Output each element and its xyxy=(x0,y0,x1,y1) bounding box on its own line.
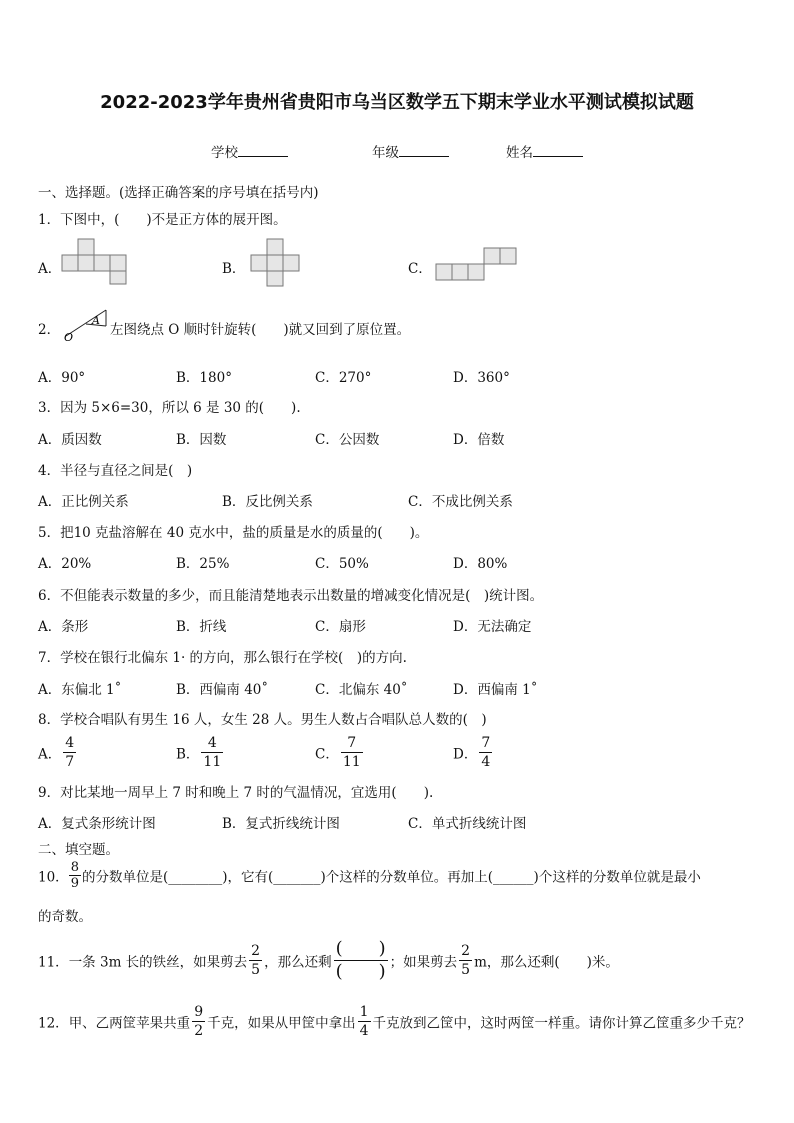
name-blank[interactable] xyxy=(533,142,583,157)
q9-option-a[interactable]: A．复式条形统计图 xyxy=(38,816,156,832)
q8-a-numerator: 4 xyxy=(65,735,75,751)
section-2-heading: 二、填空题。 xyxy=(38,842,119,858)
q8-b-numerator: 4 xyxy=(207,735,217,751)
school-blank[interactable] xyxy=(238,142,288,157)
q1-figure-c xyxy=(436,247,518,281)
q5-option-c[interactable]: C．50% xyxy=(315,556,369,572)
q8-c-denominator: 11 xyxy=(342,754,361,770)
q11-text-1: 一条 3m 长的铁丝，如果剪去 xyxy=(68,954,248,971)
q7-option-b[interactable]: B．西偏南 40˚ xyxy=(176,682,269,698)
q3-option-d[interactable]: D．倍数 xyxy=(453,432,505,448)
q1-option-c-label[interactable]: C． xyxy=(408,261,432,277)
q3-option-a[interactable]: A．质因数 xyxy=(38,432,102,448)
q12-text-2: 千克，如果从甲筐中拿出 xyxy=(207,1015,356,1032)
q8-option-a[interactable] xyxy=(38,734,78,771)
q6-option-a[interactable]: A．条形 xyxy=(38,619,89,635)
q3-option-c[interactable]: C．公因数 xyxy=(315,432,380,448)
q2-figure-label-a: A xyxy=(92,314,100,327)
q12-frac1-numerator: 9 xyxy=(194,1004,204,1020)
q11-frac2-numerator: 2 xyxy=(461,943,471,959)
q10-number: 10． xyxy=(38,869,69,886)
q2-option-d[interactable]: D．360° xyxy=(453,370,510,386)
q10-line1 xyxy=(38,860,701,891)
q8-option-a-label: A． xyxy=(38,746,62,763)
q8-option-d-label: D． xyxy=(453,746,478,763)
grade-field xyxy=(372,141,449,161)
q8-a-denominator: 7 xyxy=(65,754,75,770)
section-1-heading: 一、选择题。(选择正确答案的序号填在括号内) xyxy=(38,185,319,201)
q2-option-c[interactable]: C．270° xyxy=(315,370,372,386)
q8-d-numerator: 7 xyxy=(481,735,491,751)
q12-text-1: 甲、乙两筐苹果共重 xyxy=(68,1015,191,1032)
q2-rotation-figure xyxy=(62,308,110,342)
q4-option-c[interactable]: C．不成比例关系 xyxy=(408,494,513,510)
q9-option-c[interactable]: C．单式折线统计图 xyxy=(408,816,527,832)
q8-c-numerator: 7 xyxy=(347,735,357,751)
q11-text-3: ；如果剪去 xyxy=(389,954,458,971)
q11-text-2: ，那么还剩 xyxy=(264,954,332,971)
q2-number: 2． xyxy=(38,322,61,338)
q10-frac-denominator: 9 xyxy=(70,876,79,891)
q11-text-4: m，那么还剩( )米。 xyxy=(474,954,619,971)
q1-option-a-label[interactable]: A． xyxy=(38,261,62,277)
q7-option-c[interactable]: C．北偏东 40˚ xyxy=(315,682,408,698)
q5-option-b[interactable]: B．25% xyxy=(176,556,230,572)
q4-stem: 4．半径与直径之间是( ) xyxy=(38,463,193,479)
page-title: 2022-2023学年贵州省贵阳市乌当区数学五下期末学业水平测试模拟试题 xyxy=(100,92,694,113)
q2-option-a[interactable]: A．90° xyxy=(38,370,86,386)
school-field xyxy=(211,141,288,161)
q6-option-b[interactable]: B．折线 xyxy=(176,619,227,635)
name-label: 姓名 xyxy=(506,145,533,161)
q7-option-a[interactable]: A．东偏北 1˚ xyxy=(38,682,122,698)
q8-option-c[interactable] xyxy=(315,734,365,771)
school-label: 学校 xyxy=(211,145,238,161)
q12-frac2-denominator: 4 xyxy=(359,1023,369,1039)
q8-d-denominator: 4 xyxy=(481,754,491,770)
q3-option-b[interactable]: B．因数 xyxy=(176,432,227,448)
q12-frac1-denominator: 2 xyxy=(194,1023,204,1039)
q6-stem: 6．不但能表示数量的多少，而且能清楚地表示出数量的增减变化情况是( )统计图。 xyxy=(38,588,544,604)
q5-option-d[interactable]: D．80% xyxy=(453,556,508,572)
q2-figure-label-o: O xyxy=(64,331,74,344)
q7-stem: 7．学校在银行北偏东 1· 的方向，那么银行在学校( )的方向. xyxy=(38,650,407,666)
q12-text-3: 千克放到乙筐中，这时两筐一样重。请你计算乙筐重多少千克？ xyxy=(372,1015,751,1032)
q11-frac1-numerator: 2 xyxy=(251,943,261,959)
q8-stem: 8．学校合唱队有男生 16 人，女生 28 人。男生人数占合唱队总人数的( ) xyxy=(38,712,487,728)
grade-label: 年级 xyxy=(372,145,399,161)
q7-option-d[interactable]: D．西偏南 1˚ xyxy=(453,682,538,698)
grade-blank[interactable] xyxy=(399,142,449,157)
q4-option-b[interactable]: B．反比例关系 xyxy=(222,494,313,510)
q6-option-d[interactable]: D．无法确定 xyxy=(453,619,532,635)
q11-line xyxy=(38,938,619,983)
q8-option-c-label: C． xyxy=(315,746,339,763)
q9-option-b[interactable]: B．复式折线统计图 xyxy=(222,816,340,832)
q1-option-b-label[interactable]: B． xyxy=(222,261,246,277)
q10-text-2: 的奇数。 xyxy=(38,909,92,925)
q11-frac2-denominator: 5 xyxy=(461,962,471,978)
q2-option-b[interactable]: B．180° xyxy=(176,370,232,386)
q12-frac2-numerator: 1 xyxy=(359,1004,369,1020)
q11-fraction-answer-box[interactable]: $\frac{( )}{( )}$ xyxy=(335,938,386,982)
q8-option-d[interactable] xyxy=(453,734,494,771)
q9-stem: 9．对比某地一周早上 7 时和晚上 7 时的气温情况，宜选用( ). xyxy=(38,785,434,801)
q11-frac1-denominator: 5 xyxy=(251,962,261,978)
q12-number: 12． xyxy=(38,1015,69,1032)
q1-figure-b xyxy=(250,238,302,288)
q4-option-a[interactable]: A．正比例关系 xyxy=(38,494,129,510)
q2-stem: 左图绕点 O 顺时针旋转( )就又回到了原位置。 xyxy=(110,322,411,338)
q6-option-c[interactable]: C．扇形 xyxy=(315,619,366,635)
q11-number: 11． xyxy=(38,954,69,971)
q8-option-b-label: B． xyxy=(176,746,200,763)
q5-stem: 5．把10 克盐溶解在 40 克水中，盐的质量是水的质量的( )。 xyxy=(38,525,429,541)
q8-option-b[interactable] xyxy=(176,734,225,771)
name-field xyxy=(506,141,583,161)
q3-stem: 3．因为 5×6=30，所以 6 是 30 的( ). xyxy=(38,400,301,416)
q1-stem: 1．下图中，( )不是正方体的展开图。 xyxy=(38,212,287,228)
q8-b-denominator: 11 xyxy=(203,754,222,770)
q10-frac-numerator: 8 xyxy=(70,860,79,875)
q12-line xyxy=(38,1003,751,1040)
q10-text-1: 的分数单位是(________)，它有(_______)个这样的分数单位。再加上(______)个这样的分数单位就是最小 xyxy=(81,869,701,886)
q1-figure-a xyxy=(62,238,128,286)
q5-option-a[interactable]: A．20% xyxy=(38,556,92,572)
